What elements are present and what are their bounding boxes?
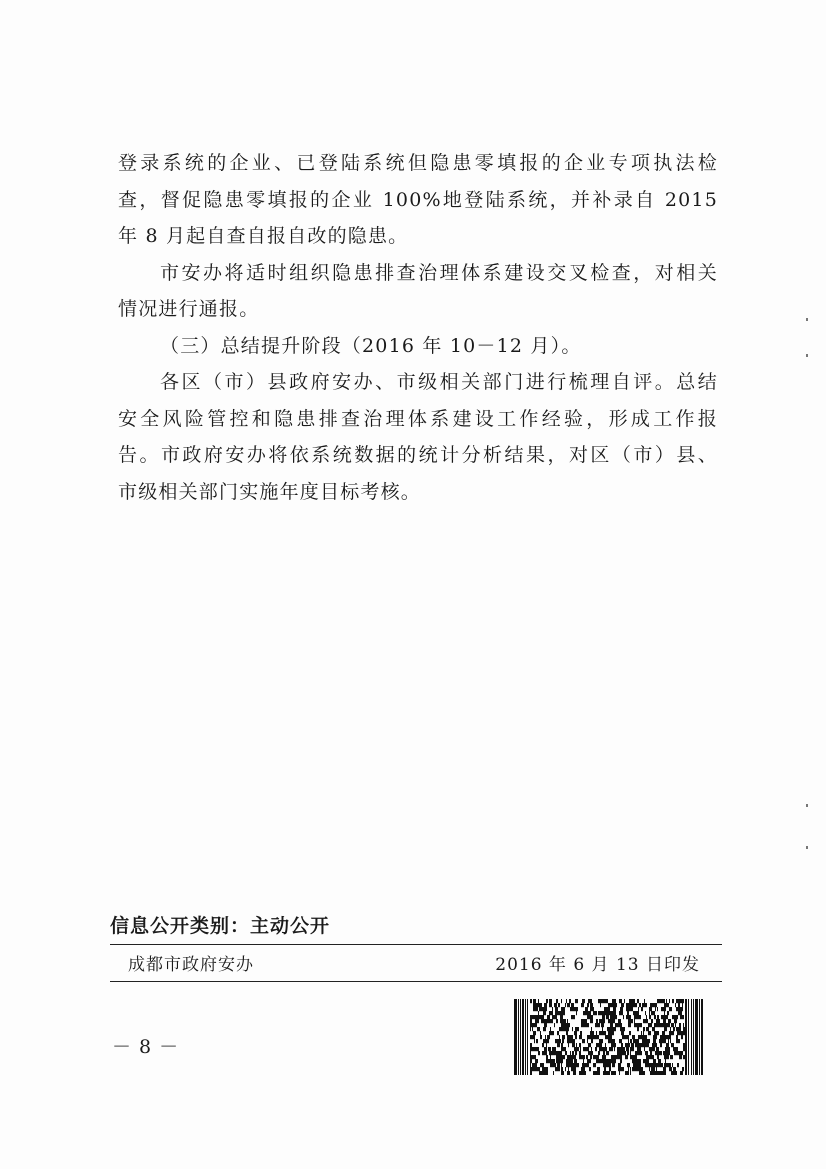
barcode-icon bbox=[514, 999, 704, 1075]
page-number: － 8 － bbox=[112, 1036, 180, 1058]
body-line-1: 登录系统的企业、已登陆系统但隐患零填报的企业专项执法检 bbox=[118, 152, 718, 174]
body-line-7: 各区（市）县政府安办、市级相关部门进行梳理自评。总结 bbox=[160, 371, 718, 393]
issuer-row bbox=[110, 945, 722, 981]
body-line-5: 情况进行通报。 bbox=[118, 298, 260, 320]
scan-mark bbox=[806, 846, 808, 849]
scan-mark bbox=[806, 804, 808, 807]
body-line-9: 告。市政府安办将依系统数据的统计分析结果，对区（市）县、 bbox=[118, 444, 718, 466]
section-heading-summary: （三）总结提升阶段（2016 年 10－12 月）。 bbox=[160, 334, 582, 357]
document-footer bbox=[110, 908, 722, 982]
document-body bbox=[118, 145, 718, 510]
body-line-10: 市级相关部门实施年度目标考核。 bbox=[118, 480, 422, 503]
scan-mark bbox=[806, 318, 808, 321]
scan-mark bbox=[806, 354, 808, 357]
body-line-2: 查，督促隐患零填报的企业 100%地登陆系统，并补录自 2015 bbox=[118, 188, 718, 211]
print-date: 2016 年 6 月 13 日印发 bbox=[495, 955, 700, 975]
body-line-3: 年 8 月起自查自报自改的隐患。 bbox=[118, 225, 409, 247]
body-line-4: 市安办将适时组织隐患排查治理体系建设交叉检查，对相关 bbox=[160, 261, 718, 284]
disclosure-category: 信息公开类别：主动公开 bbox=[110, 915, 331, 937]
issuer-name: 成都市政府安办 bbox=[128, 955, 254, 975]
body-line-8: 安全风险管控和隐患排查治理体系建设工作经验，形成工作报 bbox=[118, 407, 718, 430]
